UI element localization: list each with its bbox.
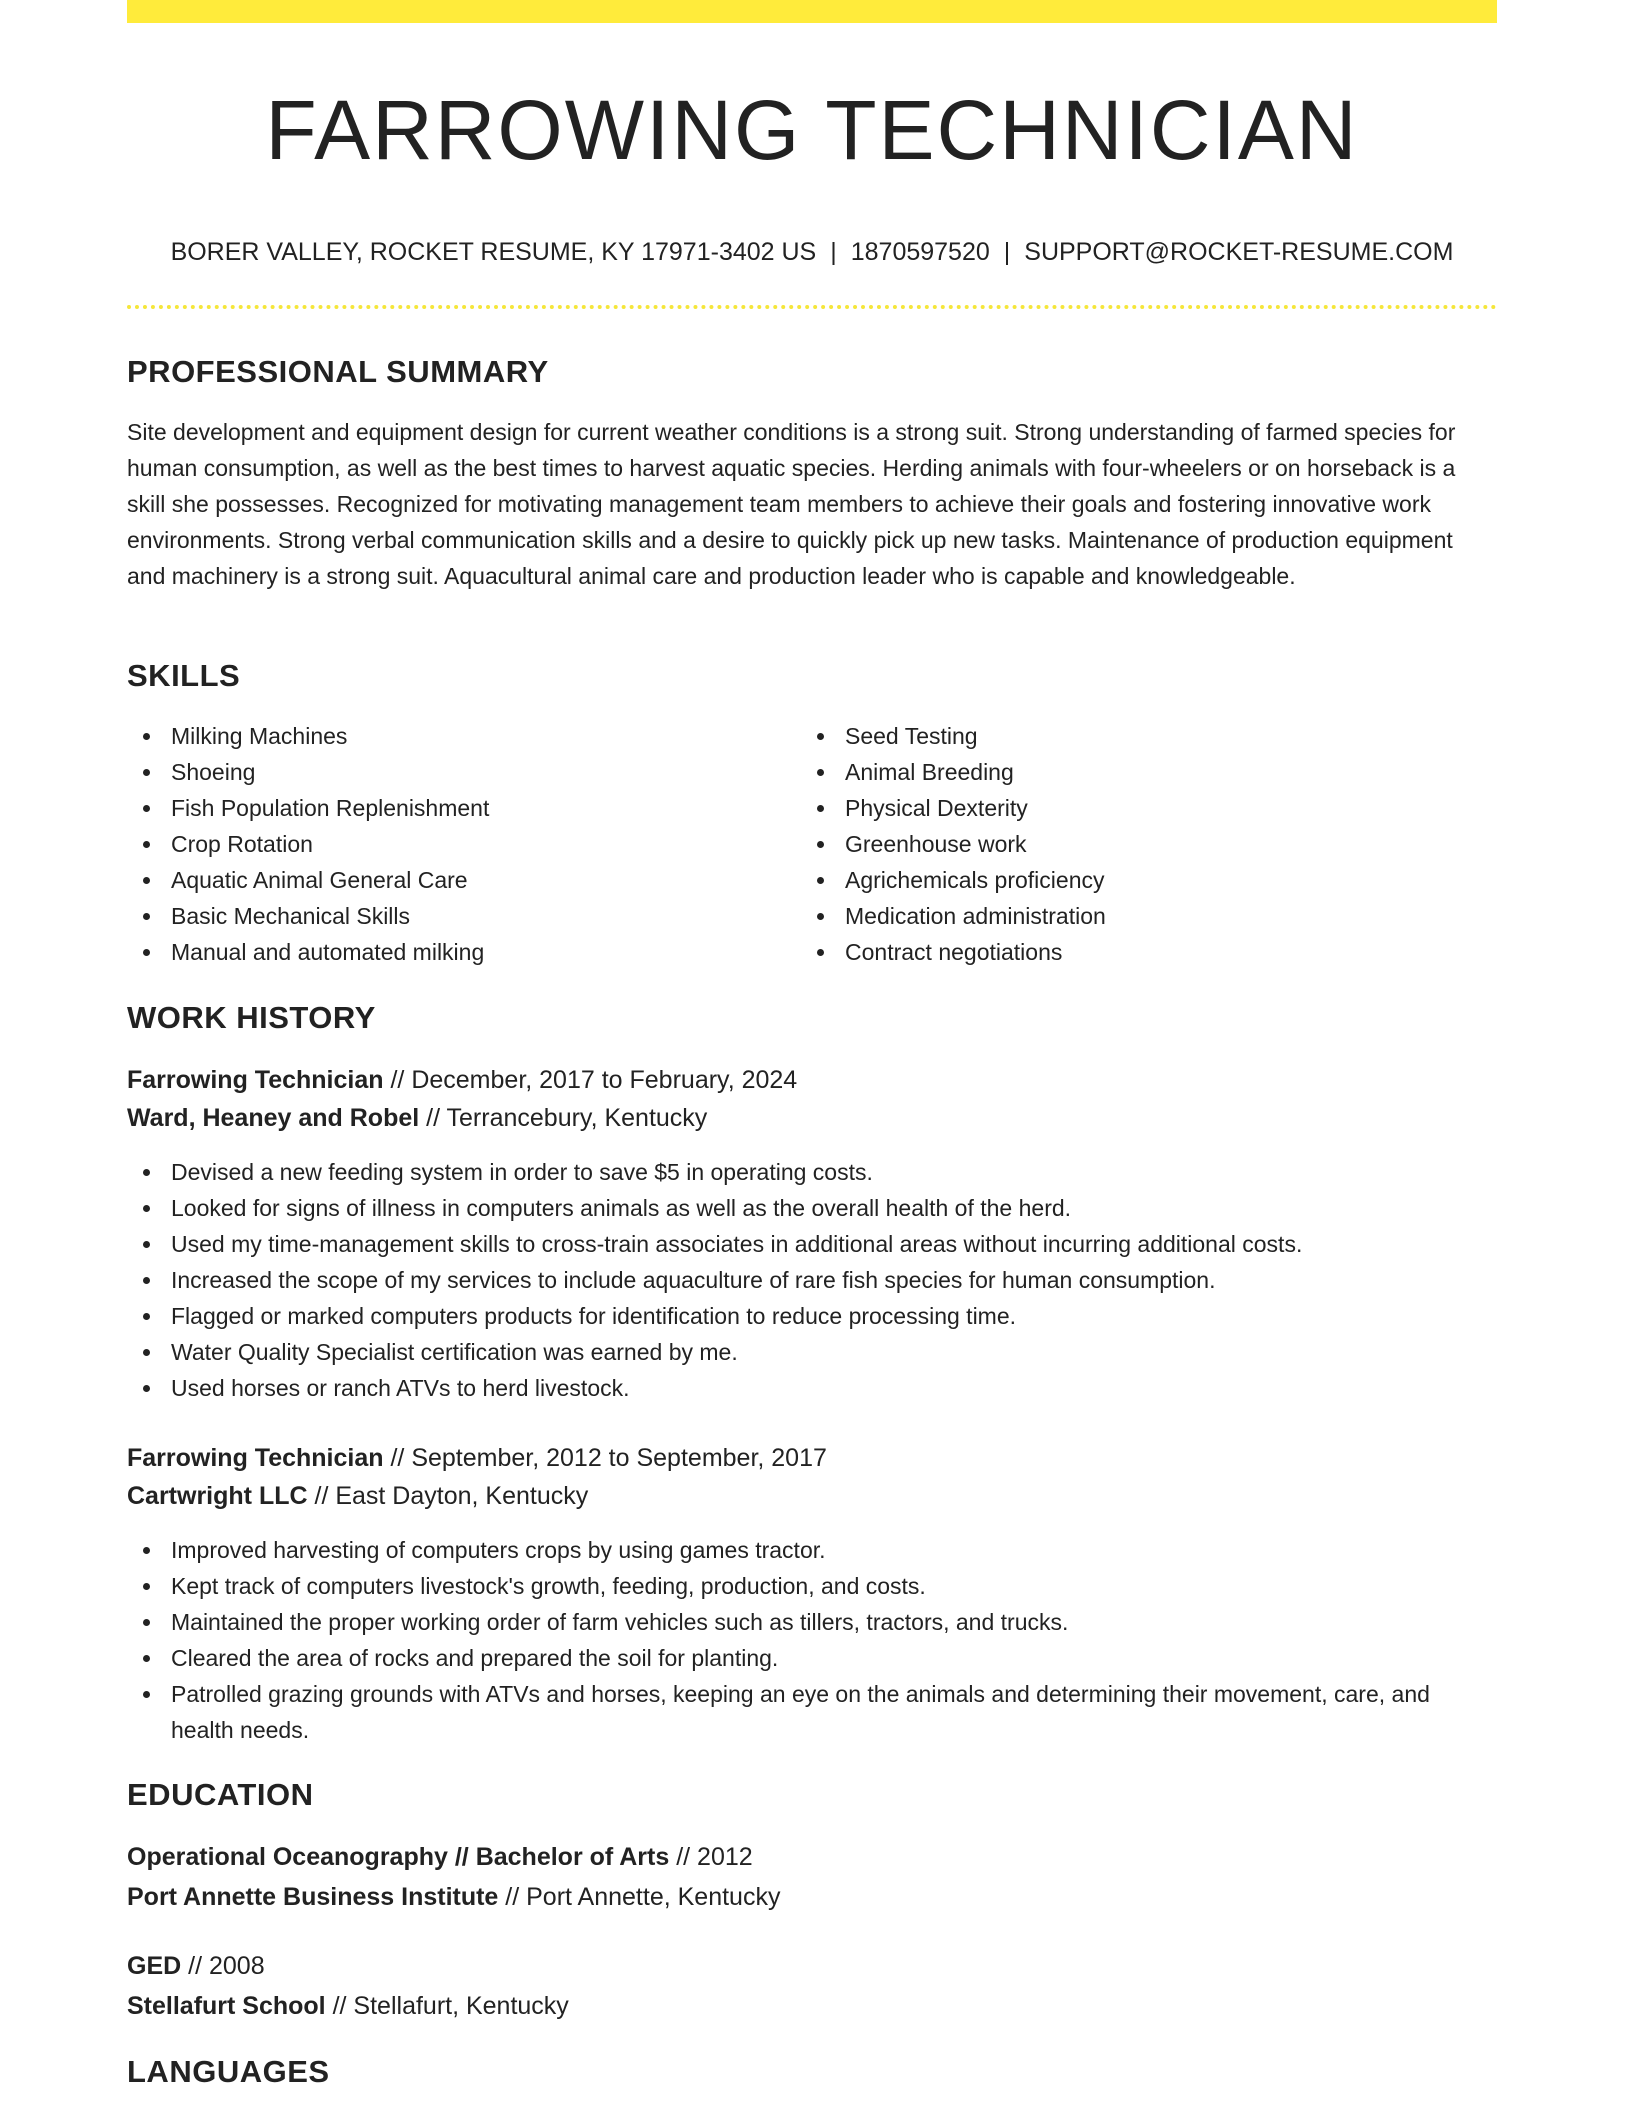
job-company: Cartwright LLC <box>127 1482 308 1510</box>
skill-item: Aquatic Animal General Care <box>127 862 787 898</box>
school-line <box>127 1879 780 1915</box>
job-dates: // December, 2017 to February, 2024 <box>390 1066 798 1094</box>
contact-address: BORER VALLEY, ROCKET RESUME, KY 17971-3402 US <box>170 238 817 266</box>
school-location: // Stellafurt, Kentucky <box>332 1992 569 2020</box>
job-role: Farrowing Technician <box>127 1444 384 1472</box>
skill-item: Shoeing <box>127 754 787 790</box>
contact-separator: | <box>1003 238 1011 266</box>
degree-name: GED <box>127 1952 182 1980</box>
skill-item: Contract negotiations <box>801 934 1481 970</box>
summary-title: PROFESSIONAL SUMMARY <box>127 354 549 389</box>
contact-separator: | <box>830 238 837 266</box>
job-bullet: Kept track of computers livestock's growth, feeding, production, and costs. <box>127 1568 1497 1604</box>
job-dates: // September, 2012 to September, 2017 <box>390 1444 827 1472</box>
degree-line <box>127 1839 753 1875</box>
skill-item: Agrichemicals proficiency <box>801 862 1481 898</box>
job-bullet: Looked for signs of illness in computers animals as well as the overall health of the herd. <box>127 1190 1497 1226</box>
candidate-name: FARROWING TECHNICIAN <box>265 83 1359 177</box>
skill-item: Greenhouse work <box>801 826 1481 862</box>
school-line <box>127 1988 569 2024</box>
job-bullet: Increased the scope of my services to include aquaculture of rare fish species for human consumption. <box>127 1262 1497 1298</box>
job-bullets <box>127 1154 1497 1406</box>
skill-item: Basic Mechanical Skills <box>127 898 787 934</box>
header-divider <box>127 305 1497 309</box>
job-title-line <box>127 1440 827 1476</box>
job-bullet: Devised a new feeding system in order to save $5 in operating costs. <box>127 1154 1497 1190</box>
job-location: // Terrancebury, Kentucky <box>426 1104 708 1132</box>
degree-line <box>127 1948 265 1984</box>
skill-item: Fish Population Replenishment <box>127 790 787 826</box>
degree-year: // 2008 <box>188 1952 265 1980</box>
contact-line <box>127 236 1497 268</box>
skill-item: Animal Breeding <box>801 754 1481 790</box>
job-company-line <box>127 1478 588 1514</box>
degree-year: // 2012 <box>676 1843 753 1871</box>
job-location: // East Dayton, Kentucky <box>314 1482 589 1510</box>
work-title: WORK HISTORY <box>127 1000 376 1035</box>
job-bullet: Used my time-management skills to cross-train associates in additional areas without incurring additional costs. <box>127 1226 1497 1262</box>
job-bullet: Water Quality Specialist certification was earned by me. <box>127 1334 1497 1370</box>
job-title-line <box>127 1062 797 1098</box>
skills-title: SKILLS <box>127 658 241 693</box>
job-company-line <box>127 1100 707 1136</box>
summary-text: Site development and equipment design for current weather conditions is a strong suit. Strong understanding of farmed species for human consumption, as well as the best times to harvest aquatic species. Herding animals with four-wheelers or on horseback is a skill she possesses. Recognized for motivating management team members to achieve their goals and fostering innovative work environments. Strong verbal communication skills and a desire to quickly pick up new tasks. Maintenance of production equipment and machinery is a strong suit. Aquacultural animal care and production leader who is capable and knowledgeable. <box>127 419 1456 589</box>
skill-item: Seed Testing <box>801 718 1481 754</box>
contact-phone[interactable]: 1870597520 <box>850 238 990 266</box>
skill-item: Manual and automated milking <box>127 934 787 970</box>
skill-item: Crop Rotation <box>127 826 787 862</box>
job-bullet: Improved harvesting of computers crops by using games tractor. <box>127 1532 1497 1568</box>
accent-bar <box>127 0 1497 23</box>
job-bullet: Maintained the proper working order of farm vehicles such as tillers, tractors, and trucks. <box>127 1604 1497 1640</box>
contact-email[interactable]: SUPPORT@ROCKET-RESUME.COM <box>1024 238 1454 266</box>
education-title: EDUCATION <box>127 1777 314 1812</box>
school-location: // Port Annette, Kentucky <box>505 1883 781 1911</box>
skills-list-right <box>801 718 1481 970</box>
job-bullet: Patrolled grazing grounds with ATVs and horses, keeping an eye on the animals and determining their movement, care, and health needs. <box>127 1676 1497 1748</box>
job-bullet: Flagged or marked computers products for identification to reduce processing time. <box>127 1298 1497 1334</box>
job-role: Farrowing Technician <box>127 1066 384 1094</box>
school-name: Stellafurt School <box>127 1992 326 2020</box>
languages-title: LANGUAGES <box>127 2054 330 2089</box>
skill-item: Milking Machines <box>127 718 787 754</box>
skill-item: Physical Dexterity <box>801 790 1481 826</box>
skills-list-left <box>127 718 787 970</box>
school-name: Port Annette Business Institute <box>127 1883 499 1911</box>
job-bullet: Cleared the area of rocks and prepared the soil for planting. <box>127 1640 1497 1676</box>
degree-name: Operational Oceanography // Bachelor of Arts <box>127 1843 670 1871</box>
skill-item: Medication administration <box>801 898 1481 934</box>
job-bullet: Used horses or ranch ATVs to herd livestock. <box>127 1370 1497 1406</box>
job-company: Ward, Heaney and Robel <box>127 1104 420 1132</box>
job-bullets <box>127 1532 1497 1748</box>
